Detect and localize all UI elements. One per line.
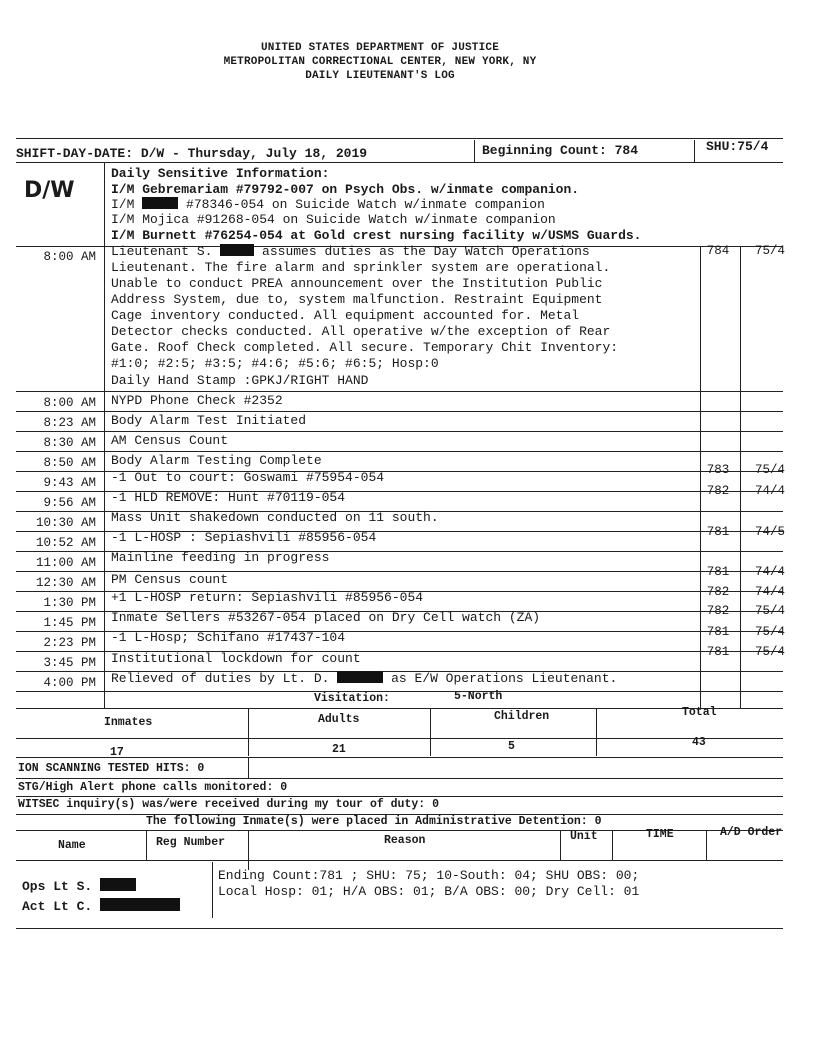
entry-shu: 75/4	[754, 625, 785, 639]
entry-count: 784	[706, 244, 730, 258]
entry-shu: 74/5	[754, 525, 785, 539]
dept-title: UNITED STATES DEPARTMENT OF JUSTICE	[260, 42, 500, 54]
entry-text: Inmate Sellers #53267-054 placed on Dry Cell watch (ZA)	[111, 610, 541, 625]
entry-shu: 74/4	[754, 484, 785, 498]
admin-detention: The following Inmate(s) were placed in Administrative Detention: 0	[146, 815, 602, 828]
duty-line-9: Daily Hand Stamp :GPKJ/RIGHT HAND	[111, 373, 369, 388]
entry-text: Body Alarm Test Initiated	[111, 413, 307, 428]
visitation-total: 43	[692, 736, 706, 749]
visitation-label: Visitation:	[314, 692, 390, 705]
visitation-inmates: 17	[110, 746, 124, 759]
entry-text: -1 Out to court: Goswami #75954-054	[111, 470, 385, 485]
entry-time: 9:43 AM	[43, 476, 96, 490]
entry-time: 1:30 PM	[43, 596, 96, 610]
redaction-block	[337, 671, 383, 683]
entry-text: AM Census Count	[111, 433, 229, 448]
visitation-header-children: Children	[494, 710, 550, 723]
admin-header-ad-order: A/D Order	[720, 826, 783, 839]
log-title: DAILY LIEUTENANT'S LOG	[305, 70, 455, 82]
entry-count: 782	[706, 604, 730, 618]
entry-shu: 75/4	[754, 244, 785, 258]
visitation-adults: 21	[332, 743, 346, 756]
entry-shu: 75/4	[754, 604, 785, 618]
visitation-header-inmates: Inmates	[104, 716, 153, 729]
visitation-header-total: Total	[682, 706, 717, 719]
shu-count: SHU:75/4	[706, 139, 769, 154]
duty-line-8: #1:0; #2:5; #3:5; #4:6; #5:6; #6:5; Hosp:0	[111, 356, 439, 371]
shu-column-divider	[740, 246, 741, 708]
duty-line-5: Cage inventory conducted. All equipment accounted for. Metal	[111, 308, 580, 323]
duty-line-7: Gate. Roof Check completed. All secure. Temporary Chit Inventory:	[111, 340, 619, 355]
entry-count: 781	[706, 565, 730, 579]
entry-text: PM Census count	[111, 572, 229, 587]
entry-count: 783	[706, 463, 730, 477]
duty-line-4: Address System, due to, system malfunction. Restraint Equipment	[111, 292, 603, 307]
entry-time: 12:30 AM	[35, 576, 96, 590]
admin-header-time: TIME	[646, 828, 674, 841]
entry-time: 4:00 PM	[43, 676, 96, 690]
redaction-block	[220, 244, 254, 256]
entry-shu: 74/4	[754, 565, 785, 579]
entry-time: 9:56 AM	[43, 496, 96, 510]
sensitive-line-3: I/M Mojica #91268-054 on Suicide Watch w/inmate companion	[111, 212, 556, 227]
admin-header-name: Name	[58, 839, 86, 852]
visitation-unit: 5-North	[454, 690, 503, 703]
entry-text: -1 HLD REMOVE: Hunt #70119-054	[111, 490, 346, 505]
redaction-block	[100, 898, 180, 911]
entry-time: 10:30 AM	[35, 516, 96, 530]
entry-time: 8:00 AM	[43, 396, 96, 410]
entry-count: 781	[706, 645, 730, 659]
duty-line-3: Unable to conduct PREA announcement over the Institution Public	[111, 276, 603, 291]
redaction-block	[100, 878, 136, 891]
redaction-block	[142, 197, 178, 209]
entry-count: 782	[706, 585, 730, 599]
entry-time: 11:00 AM	[35, 556, 96, 570]
entry-time: 1:45 PM	[43, 616, 96, 630]
duty-line-6: Detector checks conducted. All operative w/the exception of Rear	[111, 324, 611, 339]
shift-day-date: SHIFT-DAY-DATE: D/W - Thursday, July 18, 2019	[16, 146, 368, 161]
entry-text: -1 L-Hosp; Schifano #17437-104	[111, 630, 346, 645]
admin-header-reason: Reason	[384, 834, 426, 847]
duty-line-1: Lieutenant S. assumes duties as the Day Watch Operations	[111, 244, 590, 259]
sensitive-line-1: I/M Gebremariam #79792-007 on Psych Obs. w/inmate companion.	[111, 182, 580, 197]
sensitive-title: Daily Sensitive Information:	[111, 166, 330, 181]
entry-text: Mainline feeding in progress	[111, 550, 330, 565]
entry-count: 781	[706, 625, 730, 639]
entry-text: NYPD Phone Check #2352	[111, 393, 283, 408]
entry-time: 8:30 AM	[43, 436, 96, 450]
entry-shu: 75/4	[754, 645, 785, 659]
witsec-inquiry: WITSEC inquiry(s) was/were received during my tour of duty: 0	[18, 798, 439, 811]
entry-text: +1 L-HOSP return: Sepiashvili #85956-054	[111, 590, 424, 605]
ending-count-line-2: Local Hosp: 01; H/A OBS: 01; B/A OBS: 00; Dry Cell: 01	[218, 884, 640, 899]
ops-lieutenant: Ops Lt S.	[22, 878, 136, 894]
entry-text: -1 L-HOSP : Sepiashvili #85956-054	[111, 530, 377, 545]
ending-count-line-1: Ending Count:781 ; SHU: 75; 10-South: 04; SHU OBS: 00;	[218, 868, 640, 883]
acting-lieutenant: Act Lt C.	[22, 898, 180, 914]
entry-text: Body Alarm Testing Complete	[111, 453, 322, 468]
entry-count: 782	[706, 484, 730, 498]
duty-line-2: Lieutenant. The fire alarm and sprinkler system are operational.	[111, 260, 611, 275]
sensitive-line-2: I/M #78346-054 on Suicide Watch w/inmate companion	[111, 197, 545, 212]
visitation-header-adults: Adults	[318, 713, 360, 726]
time-column-divider	[104, 162, 105, 708]
admin-header-reg: Reg Number	[156, 836, 226, 849]
visitation-children: 5	[508, 740, 515, 753]
entry-time: 10:52 AM	[35, 536, 96, 550]
beginning-count: Beginning Count: 784	[482, 143, 639, 158]
entry-shu: 75/4	[754, 463, 785, 477]
entry-time: 3:45 PM	[43, 656, 96, 670]
entry-time: 2:23 PM	[43, 636, 96, 650]
sensitive-line-4: I/M Burnett #76254-054 at Gold crest nursing facility w/USMS Guards.	[111, 228, 642, 243]
shift-code: D/W	[24, 178, 75, 203]
entry-count: 781	[706, 525, 730, 539]
admin-header-unit: Unit	[570, 830, 598, 843]
center-title: METROPOLITAN CORRECTIONAL CENTER, NEW YORK, NY	[223, 56, 537, 68]
stg-calls: STG/High Alert phone calls monitored: 0	[18, 781, 288, 794]
entry-text: Mass Unit shakedown conducted on 11 south.	[111, 510, 439, 525]
entry-time: 8:23 AM	[43, 416, 96, 430]
entry-shu: 74/4	[754, 585, 785, 599]
ion-scanning: ION SCANNING TESTED HITS: 0	[18, 762, 205, 775]
entry-time: 8:50 AM	[43, 456, 96, 470]
entry-text: Institutional lockdown for count	[111, 651, 361, 666]
relieved-text: Relieved of duties by Lt. D. as E/W Operations Lieutenant.	[111, 671, 618, 686]
entry-time: 8:00 AM	[43, 250, 96, 264]
